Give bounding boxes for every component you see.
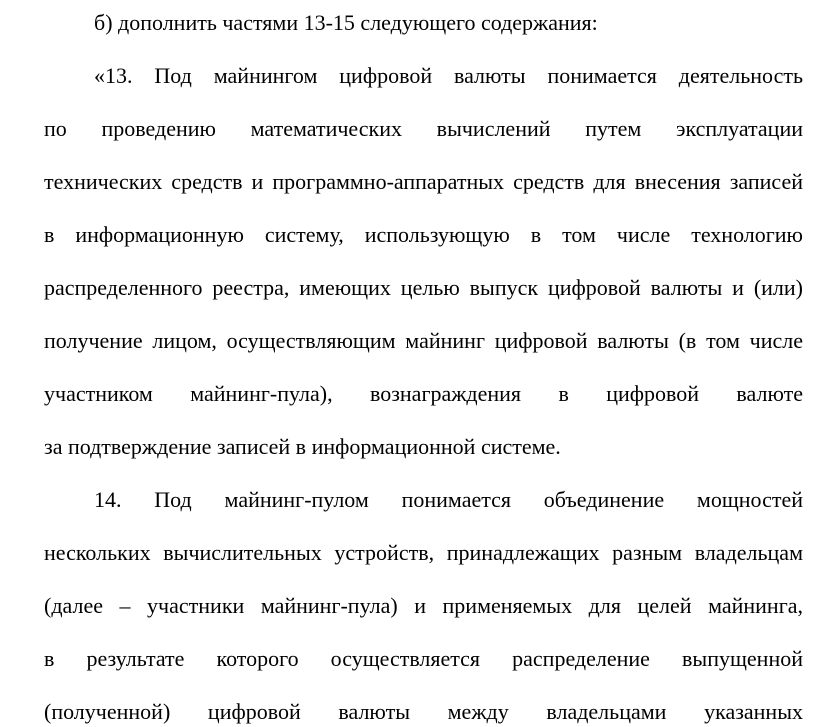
paragraph-13-line-5: распределенного реестра, имеющих целью выпуск цифровой валюты и (или) <box>44 275 803 300</box>
paragraph-14-line-4: в результате которого осуществляется распределение выпущенной <box>44 646 803 671</box>
paragraph-14-line-3: (далее – участники майнинг-пула) и применяемых для целей майнинга, <box>44 593 803 618</box>
paragraph-13-line-1: «13. Под майнингом цифровой валюты понимается деятельность <box>94 63 803 88</box>
paragraph-13-line-6: получение лицом, осуществляющим майнинг цифровой валюты (в том числе <box>44 328 803 353</box>
intro-line: б) дополнить частями 13-15 следующего содержания: <box>94 10 598 35</box>
paragraph-13-line-4: в информационную систему, использующую в том числе технологию <box>44 222 803 247</box>
paragraph-14-line-5: (полученной) цифровой валюты между владельцами указанных <box>44 699 803 724</box>
paragraph-14-line-1: 14. Под майнинг-пулом понимается объединение мощностей <box>94 487 803 512</box>
paragraph-13-line-2: по проведению математических вычислений путем эксплуатации <box>44 116 803 141</box>
paragraph-13-line-7: участником майнинг-пула), вознаграждения в цифровой валюте <box>44 381 803 406</box>
paragraph-14-line-2: нескольких вычислительных устройств, принадлежащих разным владельцам <box>44 540 803 565</box>
paragraph-13-line-3: технических средств и программно-аппаратных средств для внесения записей <box>44 169 803 194</box>
paragraph-13-line-8: за подтверждение записей в информационной системе. <box>44 434 561 459</box>
